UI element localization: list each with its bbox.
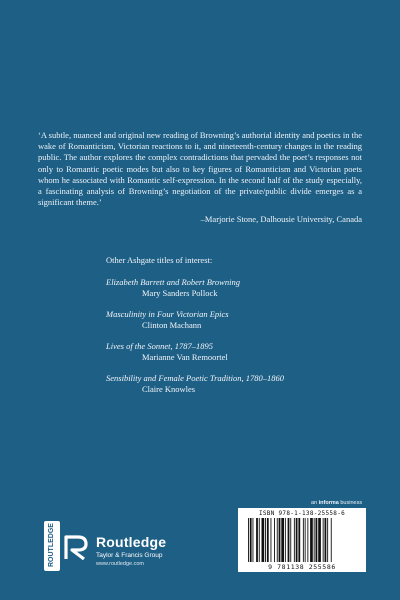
barcode-bar bbox=[303, 518, 304, 562]
routledge-r-icon bbox=[64, 535, 92, 561]
other-titles bbox=[106, 255, 366, 405]
informa-prefix: an bbox=[311, 500, 318, 506]
barcode-bar bbox=[323, 518, 324, 562]
barcode-bar bbox=[256, 518, 258, 562]
barcode-bar bbox=[281, 518, 284, 562]
barcode-bar bbox=[277, 518, 278, 562]
barcode-bar bbox=[288, 518, 290, 562]
publisher-group: Taylor & Francis Group bbox=[96, 552, 163, 559]
book-title: Elizabeth Barrett and Robert Browning bbox=[106, 277, 240, 287]
publisher-website[interactable]: www.routledge.com bbox=[96, 561, 144, 567]
barcode-bar bbox=[265, 518, 266, 562]
barcode-bar bbox=[290, 518, 291, 562]
book-title: Sensibility and Female Poetic Tradition, 1780–1860 bbox=[106, 373, 285, 383]
book-author: Claire Knowles bbox=[142, 384, 196, 394]
barcode-bar bbox=[274, 518, 275, 562]
barcode-bar bbox=[316, 518, 318, 562]
barcode-bar bbox=[331, 518, 332, 562]
publisher-logo bbox=[44, 521, 204, 571]
title-entry bbox=[106, 373, 366, 395]
barcode-bar bbox=[262, 518, 265, 562]
barcode-bar bbox=[298, 518, 300, 562]
other-titles-heading: Other Ashgate titles of interest: bbox=[106, 255, 213, 265]
isbn-label: ISBN 978-1-138-25558-6 bbox=[258, 510, 346, 517]
review-quote bbox=[38, 130, 362, 208]
book-author: Mary Sanders Pollock bbox=[142, 288, 218, 298]
barcode-bar bbox=[318, 518, 321, 562]
barcode-bar bbox=[296, 518, 298, 562]
barcode-bar bbox=[310, 518, 313, 562]
review-quote-text: ‘A subtle, nuanced and original new reading of Browning’s authorial identity and poetics in the wake of Romanticism, Victorian reactions to it, and nineteenth-century changes in the reading public. The author explores the complex contradictions that pervaded the poet’s responses not only to Romantic poetic modes but also to key figures of Romanticism and Victorian poets whom he associated with Romantic self-expression. In the second half of the study especially, a fascinating analysis of Browning’s negotiation of the private/public divide emerges as a significant theme.’ bbox=[38, 130, 362, 208]
barcode-digits: 9 781138 255586 bbox=[268, 563, 336, 571]
barcode-bar bbox=[307, 518, 308, 562]
book-author: Clinton Machann bbox=[142, 320, 202, 330]
barcode-bar bbox=[250, 518, 252, 562]
barcode-bar bbox=[259, 518, 260, 562]
publisher-name: Routledge bbox=[96, 534, 167, 550]
barcode-bar bbox=[271, 518, 272, 562]
barcode-bar bbox=[248, 518, 249, 562]
routledge-mark-text: ROUTLEDGE bbox=[48, 523, 55, 567]
title-entry bbox=[106, 309, 366, 331]
book-title: Lives of the Sonnet, 1787–1895 bbox=[106, 341, 213, 351]
informa-suffix: business bbox=[340, 500, 363, 506]
barcode-bar bbox=[267, 518, 269, 562]
barcode-icon bbox=[248, 518, 356, 562]
informa-business-label bbox=[311, 500, 362, 506]
book-author: Marianne Van Remoortel bbox=[142, 352, 228, 362]
title-entry bbox=[106, 341, 366, 363]
routledge-mark-icon bbox=[44, 521, 60, 571]
barcode-bar bbox=[279, 518, 281, 562]
barcode-bar bbox=[314, 518, 315, 562]
barcode-bar bbox=[325, 518, 327, 562]
book-title: Masculinity in Four Victorian Epics bbox=[106, 309, 229, 319]
barcode-bar bbox=[294, 518, 295, 562]
barcode-bar bbox=[305, 518, 306, 562]
review-attribution: –Marjorie Stone, Dalhousie University, Canada bbox=[200, 214, 362, 224]
informa-brand: informa bbox=[318, 500, 339, 506]
barcode-bar bbox=[285, 518, 286, 562]
barcode-bar bbox=[253, 518, 254, 562]
isbn-barcode-box bbox=[238, 508, 366, 572]
title-entry bbox=[106, 277, 366, 299]
barcode-bar bbox=[327, 518, 328, 562]
